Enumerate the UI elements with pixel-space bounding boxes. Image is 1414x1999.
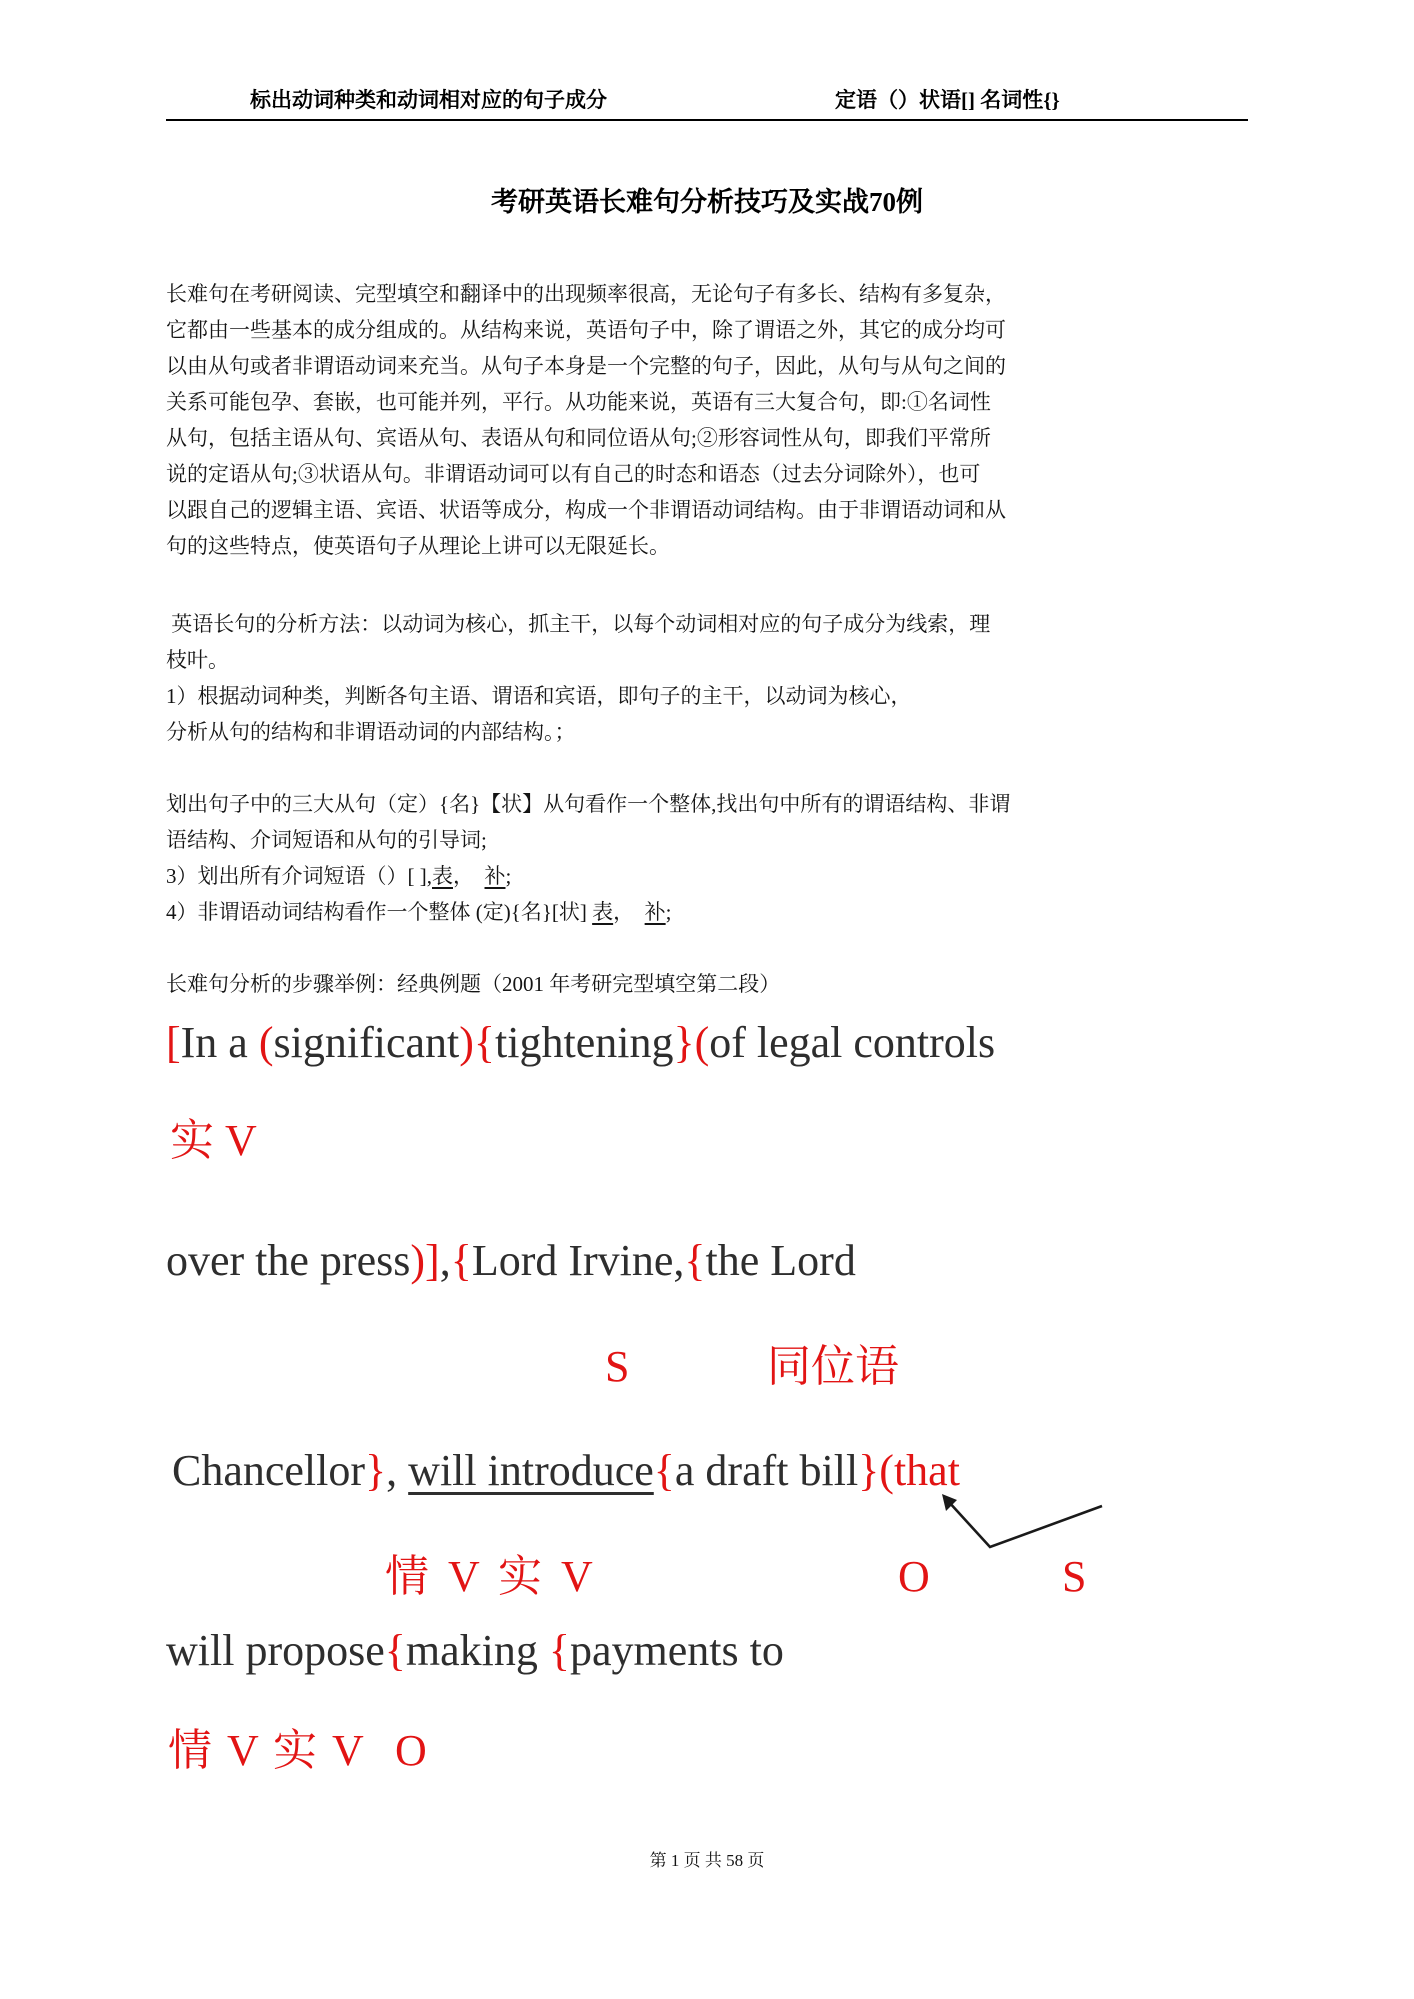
text-segment: 补: [484, 864, 506, 888]
text-segment: {: [450, 1236, 472, 1285]
text-segment: 表: [592, 900, 614, 924]
text-segment: ，: [613, 900, 645, 924]
annotation-subject-label: S: [605, 1342, 630, 1391]
header-right-text: 定语（）状语[] 名词性{}: [835, 88, 1060, 112]
text-line: [166, 894, 1261, 930]
sentence-line-2: [166, 1236, 856, 1287]
text-segment: ，: [453, 864, 485, 888]
text-line: 它都由一些基本的成分组成的。从结构来说，英语句子中，除了谓语之外，其它的成分均可: [166, 318, 1006, 342]
text-segment: Chancellor: [172, 1446, 366, 1495]
paragraph-intro: [166, 276, 1261, 564]
text-segment: significant: [273, 1018, 460, 1067]
text-segment: will introduce: [408, 1446, 654, 1495]
annotation-subject-label-2: S: [1062, 1552, 1087, 1601]
sentence-line-4: [166, 1626, 784, 1677]
text-segment: will propose: [166, 1626, 385, 1675]
sentence-line-3: [172, 1446, 960, 1497]
text-segment: ,: [439, 1236, 451, 1285]
text-line: 语结构、介词短语和从句的引导词;: [166, 828, 487, 852]
page-number: 第 1 页 共 58 页: [649, 1851, 765, 1870]
text-segment: over the press: [166, 1236, 411, 1285]
text-segment: }: [365, 1446, 387, 1495]
text-segment: tightening: [495, 1018, 674, 1067]
page-title: 考研英语长难句分析技巧及实战70例: [491, 187, 923, 217]
text-segment: ;: [505, 864, 512, 888]
text-segment: 3）划出所有介词短语（）[ ],: [166, 864, 432, 888]
sentence-line-1: [166, 1018, 995, 1069]
text-segment: {: [684, 1236, 706, 1285]
paragraph-steps: [166, 786, 1261, 930]
text-segment: a draft bill: [674, 1446, 859, 1495]
annotation-arrow-icon: [930, 1487, 1120, 1559]
annotation-object-label-1: O: [898, 1552, 930, 1601]
text-segment: making: [405, 1626, 549, 1675]
annotation-verbs-label-1: 情 V 实 V: [385, 1552, 597, 1601]
text-line: 以跟自己的逻辑主语、宾语、状语等成分，构成一个非谓语动词结构。由于非谓语动词和从: [166, 498, 1006, 522]
text-segment: In a: [180, 1018, 259, 1067]
text-segment: of legal controls: [709, 1018, 996, 1067]
text-line: 长难句在考研阅读、完型填空和翻译中的出现频率很高，无论句子有多长、结构有多复杂，: [166, 282, 1006, 306]
text-segment: 表: [432, 864, 453, 888]
header-left-text: 标出动词种类和动词相对应的句子成分: [250, 88, 607, 112]
example-intro-line: 长难句分析的步骤举例：经典例题（2001 年考研完型填空第二段）: [166, 972, 781, 996]
text-segment: 补: [644, 900, 666, 924]
annotation-object-label-2: O: [395, 1726, 427, 1775]
text-segment: payments to: [570, 1626, 784, 1675]
text-line: 关系可能包孕、套嵌，也可能并列，平行。从功能来说，英语有三大复合句，即:①名词性: [166, 390, 991, 414]
annotation-verbs-label-2: 情 V 实 V: [168, 1726, 366, 1775]
text-line: [166, 858, 1261, 894]
text-line: 从句，包括主语从句、宾语从句、表语从句和同位语从句;②形容词性从句，即我们平常所: [166, 426, 991, 450]
text-segment: 4）非谓语动词结构看作一个整体 (定){名}[状]: [166, 900, 593, 924]
text-segment: ;: [665, 900, 672, 924]
text-line: 分析从句的结构和非谓语动词的内部结构。；: [166, 720, 576, 744]
text-segment: {: [548, 1626, 570, 1675]
text-line: 以由从句或者非谓语动词来充当。从句子本身是一个完整的句子，因此，从句与从句之间的: [166, 354, 1006, 378]
header-divider: [166, 119, 1248, 121]
annotation-shi-v: 实 V: [170, 1116, 257, 1165]
text-segment: }(that: [858, 1446, 960, 1495]
text-segment: ,: [386, 1446, 409, 1495]
text-segment: [: [166, 1018, 181, 1067]
text-line: 枝叶。: [166, 648, 229, 672]
paragraph-method: [166, 606, 1261, 750]
text-segment: {: [384, 1626, 406, 1675]
text-segment: {: [653, 1446, 675, 1495]
text-line: 说的定语从句;③状语从句。非谓语动词可以有自己的时态和语态（过去分词除外），也可: [166, 462, 981, 486]
text-segment: ){: [459, 1018, 496, 1067]
text-segment: (: [258, 1018, 274, 1067]
text-line: 句的这些特点，使英语句子从理论上讲可以无限延长。: [166, 534, 670, 558]
text-segment: the Lord: [705, 1236, 856, 1285]
text-line: 英语长句的分析方法：以动词为核心，抓主干，以每个动词相对应的句子成分为线索，理: [166, 612, 991, 636]
text-line: 划出句子中的三大从句（定）{名}【状】从句看作一个整体,找出句中所有的谓语结构、非谓: [166, 792, 1011, 816]
text-line: 1）根据动词种类，判断各句主语、谓语和宾语，即句子的主干，以动词为核心，: [166, 684, 912, 708]
text-segment: Lord Irvine,: [471, 1236, 685, 1285]
text-segment: )]: [410, 1236, 440, 1285]
annotation-apposition-label: 同位语: [767, 1342, 899, 1391]
text-segment: }(: [673, 1018, 710, 1067]
